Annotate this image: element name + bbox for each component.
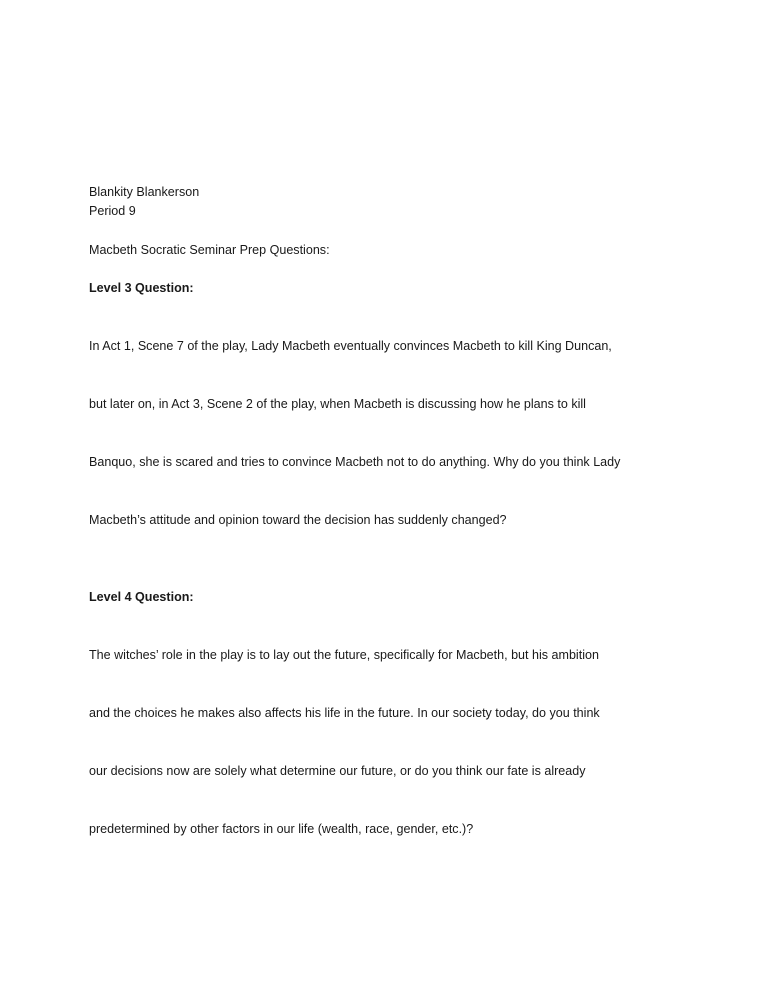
level-3-question-body <box>89 298 658 568</box>
level-4-line-3: our decisions now are solely what determine our future, or do you think our fate is already <box>89 762 586 778</box>
blank-line-3 <box>89 568 658 587</box>
assignment-title: Macbeth Socratic Seminar Prep Questions: <box>89 241 330 257</box>
class-period: Period 9 <box>89 203 136 219</box>
blank-line-2 <box>89 259 658 278</box>
level-3-question-heading: Level 3 Question: <box>89 280 194 296</box>
level-3-line-2: but later on, in Act 3, Scene 2 of the play, when Macbeth is discussing how he plans to kill <box>89 396 586 412</box>
document-body <box>89 182 658 877</box>
level-3-line-4: Macbeth’s attitude and opinion toward the decision has suddenly changed? <box>89 512 507 528</box>
blank-line-1 <box>89 221 658 240</box>
author-name: Blankity Blankerson <box>89 184 200 199</box>
level-4-line-1: The witches’ role in the play is to lay out the future, specifically for Macbeth, but his ambition <box>89 647 599 663</box>
level-4-question-body <box>89 607 658 877</box>
level-4-question-heading: Level 4 Question: <box>89 589 194 605</box>
level-4-line-2: and the choices he makes also affects his life in the future. In our society today, do you think <box>89 705 600 721</box>
level-3-line-1: In Act 1, Scene 7 of the play, Lady Macbeth eventually convinces Macbeth to kill King Duncan, <box>89 338 612 354</box>
level-4-line-4: predetermined by other factors in our life (wealth, race, gender, etc.)? <box>89 820 474 836</box>
level-3-line-3: Banquo, she is scared and tries to convince Macbeth not to do anything. Why do you think Lady <box>89 454 621 470</box>
